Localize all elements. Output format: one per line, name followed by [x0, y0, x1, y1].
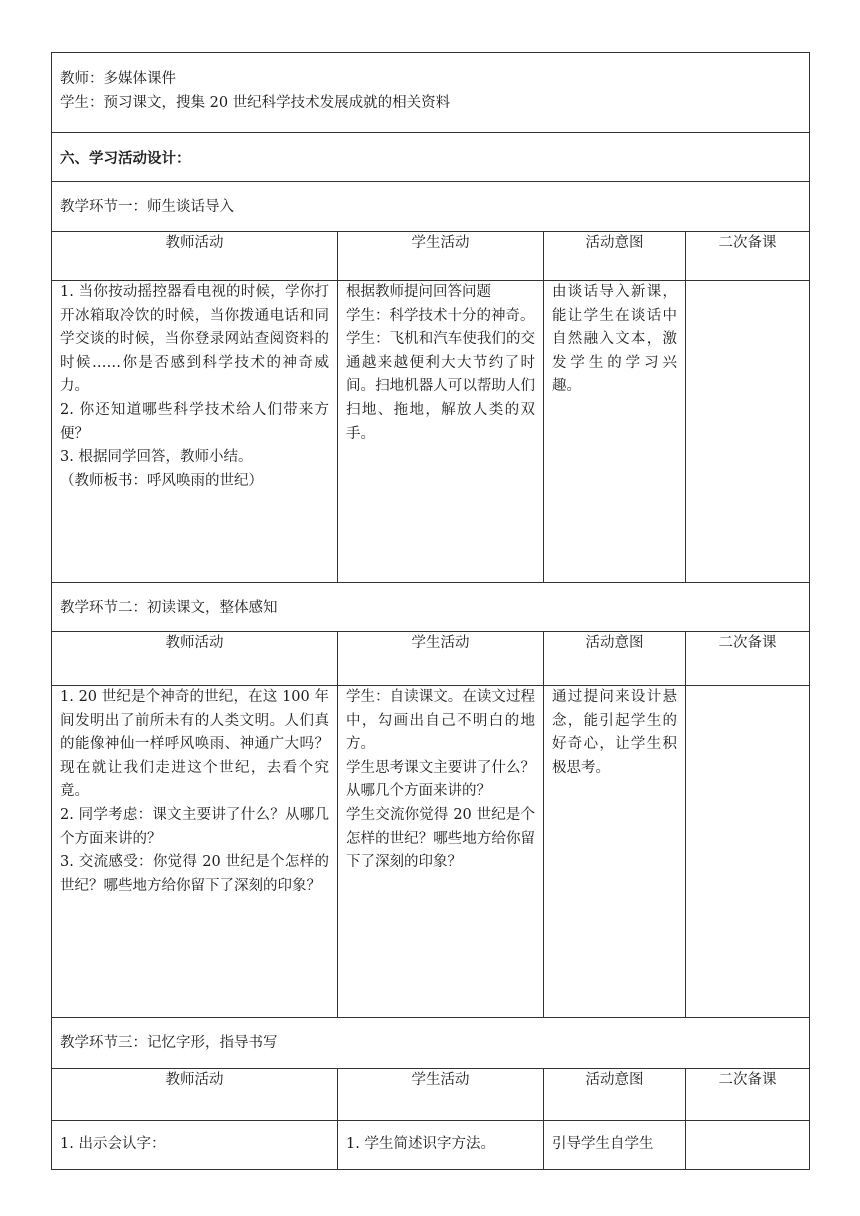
header-teacher-activity: 教师活动 [52, 232, 338, 281]
header-teacher-activity: 教师活动 [52, 1069, 338, 1121]
lesson-plan-table [51, 52, 810, 1170]
header-second-prep: 二次备课 [686, 232, 810, 281]
intent-cell [544, 1121, 686, 1170]
prep-student: 学生：预习课文，搜集 20 世纪科学技术发展成就的相关资料 [60, 94, 451, 111]
intent-paragraph: 通过提问来设计悬念，能引起学生的好奇心，让学生积极思考。 [552, 689, 677, 776]
student-activity-paragraph: 学生：科学技术十分的神奇。 [346, 307, 535, 324]
column-header-row [52, 1069, 810, 1121]
header-second-prep: 二次备课 [686, 632, 810, 686]
student-activity-paragraph: 学生：飞机和汽车使我们的交通越来越便利大大节约了时间。扫地机器人可以帮助人们扫地、拖地，解放人类的双手。 [346, 331, 535, 442]
activity-row [52, 1121, 810, 1170]
student-activity-paragraph: 根据教师提问回答问题 [346, 284, 491, 300]
teacher-activity-paragraph: 3. 根据同学回答，教师小结。 [60, 449, 253, 466]
prep-cell [52, 53, 810, 133]
teacher-activity-cell [52, 281, 338, 583]
header-intent: 活动意图 [544, 1069, 686, 1121]
header-intent: 活动意图 [544, 632, 686, 686]
teacher-activity-paragraph: 1. 出示会认字： [60, 1136, 166, 1152]
teacher-activity-paragraph: 2. 你还知道哪些科学技术给人们带来方便？ [60, 401, 329, 442]
stage-title-row [52, 583, 810, 632]
prep-row [52, 53, 810, 133]
student-activity-paragraph: 学生：自读课文。在读文过程中，勾画出自己不明白的地方。 [346, 689, 535, 753]
second-prep-cell [686, 686, 810, 1018]
teacher-activity-paragraph: 1. 当你按动摇控器看电视的时候，学你打开冰箱取冷饮的时候，当你拨通电话和同学交谈的时候，当你登录网站查阅资料的时候……你是否感到科学技术的神奇威力。 [60, 284, 329, 395]
intent-cell [544, 281, 686, 583]
stage-title: 教学环节二：初读课文，整体感知 [52, 583, 810, 632]
activity-row [52, 281, 810, 583]
student-activity-paragraph: 学生思考课文主要讲了什么？从哪几个方面来讲的？ [346, 759, 535, 800]
column-header-row [52, 232, 810, 281]
teacher-activity-paragraph: 3. 交流感受：你觉得 20 世纪是个怎样的世纪？哪些地方给你留下了深刻的印象？ [60, 854, 329, 894]
section-title-row [52, 133, 810, 182]
student-activity-paragraph: 学生交流你觉得 20 世纪是个怎样的世纪？哪些地方给你留下了深刻的印象？ [346, 806, 535, 871]
activity-row [52, 686, 810, 1018]
intent-cell [544, 686, 686, 1018]
student-activity-cell [338, 1121, 544, 1170]
teacher-activity-paragraph: 1. 20 世纪是个神奇的世纪，在这 100 年间发明出了前所未有的人类文明。人们真的能像神仙一样呼风唤雨、神通广大吗？现在就让我们走进这个世纪，去看个究竟。 [60, 689, 329, 800]
second-prep-cell [686, 281, 810, 583]
prep-teacher: 教师：多媒体课件 [60, 71, 176, 87]
stage-title: 教学环节三：记忆字形，指导书写 [52, 1018, 810, 1069]
teacher-activity-paragraph: 2. 同学考虑：课文主要讲了什么？从哪几个方面来讲的？ [60, 806, 329, 847]
student-activity-cell [338, 281, 544, 583]
section-title: 六、学习活动设计： [52, 133, 810, 182]
header-intent: 活动意图 [544, 232, 686, 281]
stage-title: 教学环节一：师生谈话导入 [52, 182, 810, 232]
teacher-activity-paragraph: （教师板书：呼风唤雨的世纪） [60, 472, 263, 489]
header-student-activity: 学生活动 [338, 232, 544, 281]
teacher-activity-cell [52, 686, 338, 1018]
student-activity-paragraph: 1. 学生简述识字方法。 [346, 1136, 495, 1152]
header-student-activity: 学生活动 [338, 632, 544, 686]
teacher-activity-cell [52, 1121, 338, 1170]
student-activity-cell [338, 686, 544, 1018]
intent-paragraph: 由谈话导入新课，能让学生在谈话中自然融入文本，激发学生的学习兴趣。 [552, 284, 677, 395]
header-teacher-activity: 教师活动 [52, 632, 338, 686]
stage-title-row [52, 1018, 810, 1069]
header-student-activity: 学生活动 [338, 1069, 544, 1121]
column-header-row [52, 632, 810, 686]
header-second-prep: 二次备课 [686, 1069, 810, 1121]
intent-paragraph: 引导学生自学生 [552, 1136, 654, 1152]
stage-title-row [52, 182, 810, 232]
second-prep-cell [686, 1121, 810, 1170]
